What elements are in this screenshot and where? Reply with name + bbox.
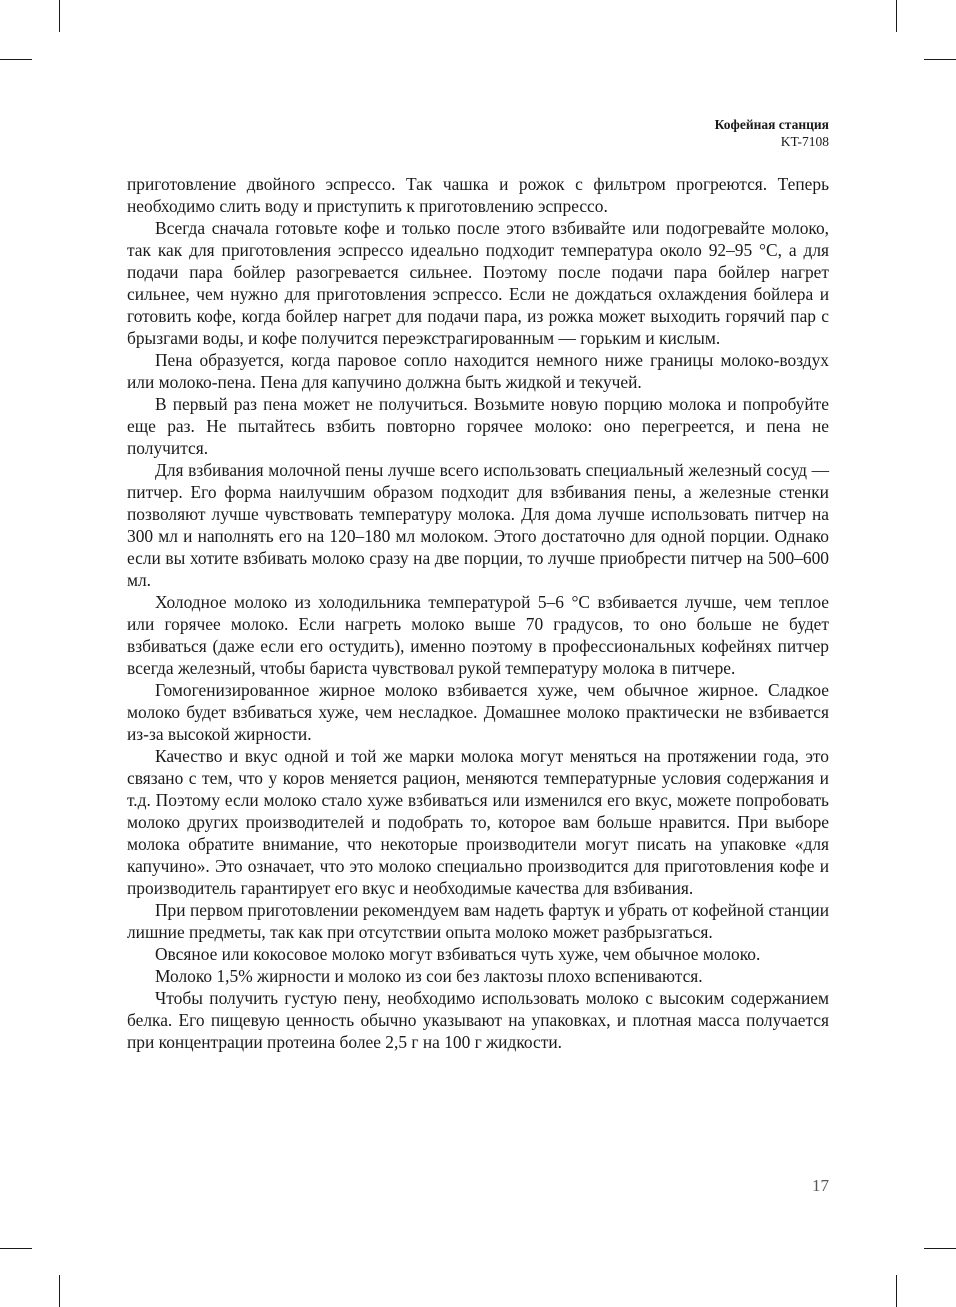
crop-mark-bottom-left-h — [0, 1248, 32, 1249]
paragraph: приготовление двойного эспрессо. Так чашка и рожок с фильтром прогреются. Теперь необходимо слить воду и приступить к приготовлению эспрессо. — [127, 174, 829, 216]
crop-mark-top-left — [59, 0, 60, 32]
crop-mark-top-right — [896, 0, 897, 32]
paragraph: Качество и вкус одной и той же марки молока могут меняться на протяжении года, это связано с тем, что у коров меняется рацион, меняются температурные условия содержания и т.д. Поэтому если молоко стало хуже взбиваться или изменился его вкус, можете попробовать молоко других производителей и подобрать то, которое вам больше нравится. При выборе молока обратите внимание, что некоторые производители могут писать на упаковке «для капучино». Это означает, что это молоко специально производится для приготовления кофе и производитель гарантирует его вкус и необходимые качества для взбивания. — [127, 746, 829, 898]
page-number: 17 — [812, 1176, 829, 1195]
crop-mark-top-left-h — [0, 59, 32, 60]
paragraph: Для взбивания молочной пены лучше всего использовать специальный железный сосуд — питчер. Его форма наилучшим образом подходит для взбивания пены, а железные стенки позволяют лучше чувствовать температуру молока. Для дома лучше использовать питчер на 300 мл и наполнять его на 120–180 мл молоком. Этого достаточно для одной порции. Однако если вы хотите взбивать молоко сразу на две порции, то лучше приобрести питчер на 500–600 мл. — [127, 460, 829, 590]
paragraph: В первый раз пена может не получиться. Возьмите новую порцию молока и попробуйте еще раз. Не пытайтесь взбить повторно горячее молоко: оно перегреется, и пена не получится. — [127, 394, 829, 458]
paragraph: Овсяное или кокосовое молоко могут взбиваться чуть хуже, чем обычное молоко. — [155, 944, 761, 964]
paragraph: Всегда сначала готовьте кофе и только после этого взбивайте или подогревайте молоко, так как для приготовления эспрессо идеально подходит температура около 92–95 °С, а для подачи пара бойлер разогревается сильнее. Поэтому после подачи пара бойлер нагрет сильнее, чем нужно для приготовления эспрессо. Если не дождаться охлаждения бойлера и готовить кофе, когда бойлер нагрет для подачи пара, из рожка может выходить горячий пар с брызгами воды, и кофе получится переэкстрагированным — горьким и кислым. — [127, 218, 829, 348]
crop-mark-top-right-h — [924, 59, 956, 60]
paragraph: Холодное молоко из холодильника температурой 5–6 °С взбивается лучше, чем теплое или горячее молоко. Если нагреть молоко выше 70 градусов, то оно больше не будет взбиваться (даже если его остудить), именно поэтому в профессиональных кофейнях питчер всегда железный, чтобы бариста чувствовал рукой температуру молока в питчере. — [127, 592, 829, 678]
paragraph: При первом приготовлении рекомендуем вам надеть фартук и убрать от кофейной станции лишние предметы, так как при отсутствии опыта молоко может разбрызгаться. — [127, 900, 829, 942]
paragraph: Чтобы получить густую пену, необходимо использовать молоко с высоким содержанием белка. Его пищевую ценность обычно указывают на упаковках, и плотная масса получается при концентрации протеина более 2,5 г на 100 г жидкости. — [127, 988, 829, 1052]
header-model: KT-7108 — [780, 134, 829, 149]
body-text — [127, 173, 829, 1053]
crop-mark-bottom-right-h — [924, 1248, 956, 1249]
paragraph: Пена образуется, когда паровое сопло находится немного ниже границы молоко-воздух или молоко-пена. Пена для капучино должна быть жидкой и текучей. — [127, 350, 829, 392]
paragraph: Гомогенизированное жирное молоко взбивается хуже, чем обычное жирное. Сладкое молоко будет взбиваться хуже, чем несладкое. Домашнее молоко практически не взбивается из-за высокой жирности. — [127, 680, 829, 744]
header-title: Кофейная станция — [714, 117, 829, 132]
paragraph: Молоко 1,5% жирности и молоко из сои без лактозы плохо вспениваются. — [155, 966, 703, 986]
running-header — [715, 116, 829, 150]
crop-mark-bottom-left — [59, 1275, 60, 1307]
crop-mark-bottom-right — [896, 1275, 897, 1307]
